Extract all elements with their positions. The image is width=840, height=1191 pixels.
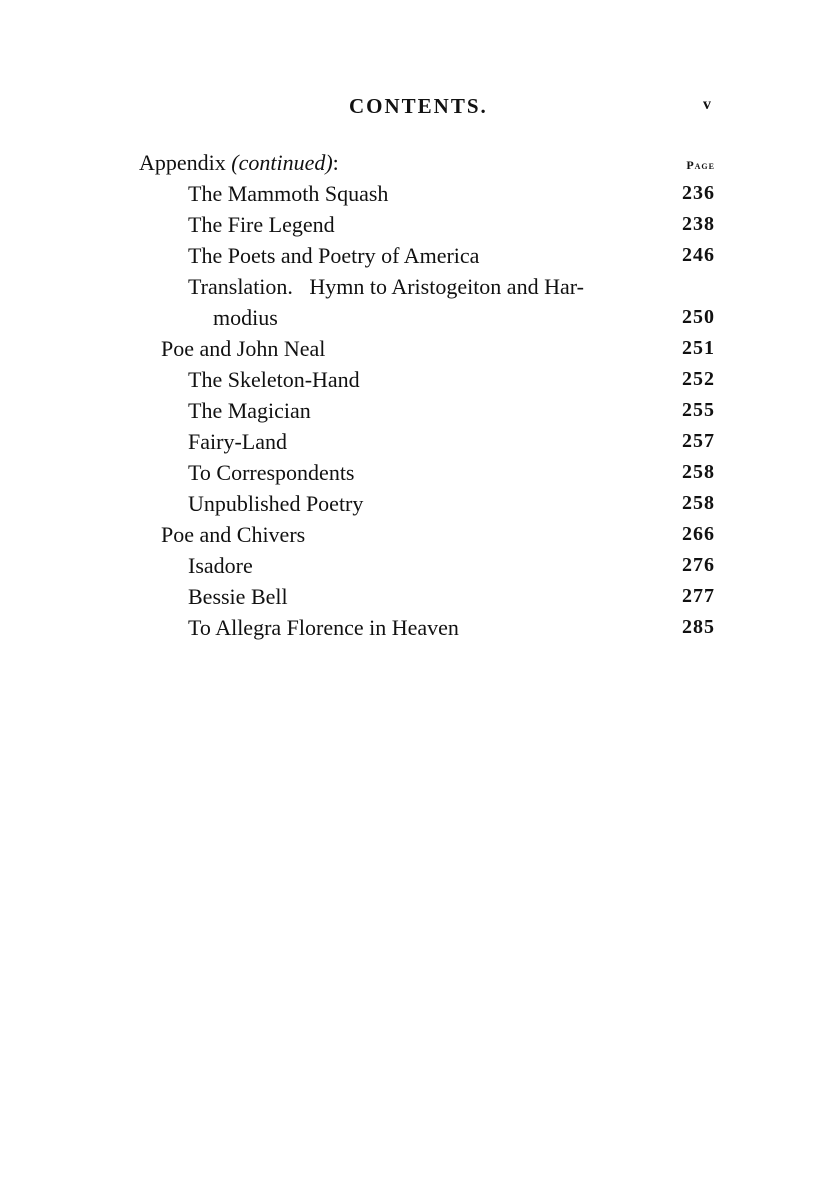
toc-entry-title: The Fire Legend	[188, 212, 335, 237]
toc-entry	[139, 488, 715, 519]
toc-entry	[139, 426, 715, 457]
toc-entry-page: 252	[682, 368, 715, 390]
section-qualifier: (continued)	[231, 150, 333, 175]
toc-entry	[139, 612, 715, 643]
toc-entry-continuation	[139, 302, 715, 333]
page-column-label: Page	[686, 158, 715, 172]
toc-entry	[139, 240, 715, 271]
section-title	[139, 147, 339, 178]
toc-entry-title: Poe and John Neal	[161, 336, 326, 361]
page-number: v	[703, 96, 711, 113]
toc-entry-page: 255	[682, 399, 715, 421]
toc-entry-title: Translation. Hymn to Aristogeiton and Har-	[188, 274, 584, 299]
toc-entry-page: 285	[682, 616, 715, 638]
toc-entry-page: 251	[682, 337, 715, 359]
toc-entry-page: 277	[682, 585, 715, 607]
toc-entry-title: The Skeleton-Hand	[188, 367, 360, 392]
toc-entry-page: 257	[682, 430, 715, 452]
toc-entry	[139, 581, 715, 612]
toc-entry-title: The Mammoth Squash	[188, 181, 389, 206]
toc-entry	[139, 333, 715, 364]
toc-entry	[139, 519, 715, 550]
toc-entry-title: To Correspondents	[188, 460, 355, 485]
toc-entry-title: Fairy-Land	[188, 429, 287, 454]
toc-entry-page: 276	[682, 554, 715, 576]
toc-entry	[139, 550, 715, 581]
toc-entry-page: 238	[682, 213, 715, 235]
toc-entry	[139, 457, 715, 488]
table-of-contents	[139, 147, 715, 643]
toc-entry	[139, 364, 715, 395]
section-suffix: :	[332, 150, 339, 175]
toc-entry	[139, 209, 715, 240]
toc-entry-page: 258	[682, 461, 715, 483]
toc-entry-title: Poe and Chivers	[161, 522, 306, 547]
running-head	[0, 94, 840, 124]
toc-entry-title: modius	[213, 305, 278, 330]
toc-entry-page: 266	[682, 523, 715, 545]
toc-entry-page: 258	[682, 492, 715, 514]
toc-entry-page: 250	[682, 306, 715, 328]
toc-entry-title: Bessie Bell	[188, 584, 288, 609]
toc-entry-page: 236	[682, 182, 715, 204]
section-label: Appendix	[139, 150, 226, 175]
toc-entry-title: The Poets and Poetry of America	[188, 243, 480, 268]
toc-entry-page: 246	[682, 244, 715, 266]
toc-entry-title: Unpublished Poetry	[188, 491, 364, 516]
toc-section-heading	[139, 147, 715, 178]
running-title: CONTENTS.	[349, 94, 488, 118]
toc-entry	[139, 395, 715, 426]
toc-entry-title: The Magician	[188, 398, 311, 423]
toc-entry	[139, 271, 715, 302]
toc-entry	[139, 178, 715, 209]
toc-entry-title: Isadore	[188, 553, 253, 578]
toc-entry-title: To Allegra Florence in Heaven	[188, 615, 459, 640]
